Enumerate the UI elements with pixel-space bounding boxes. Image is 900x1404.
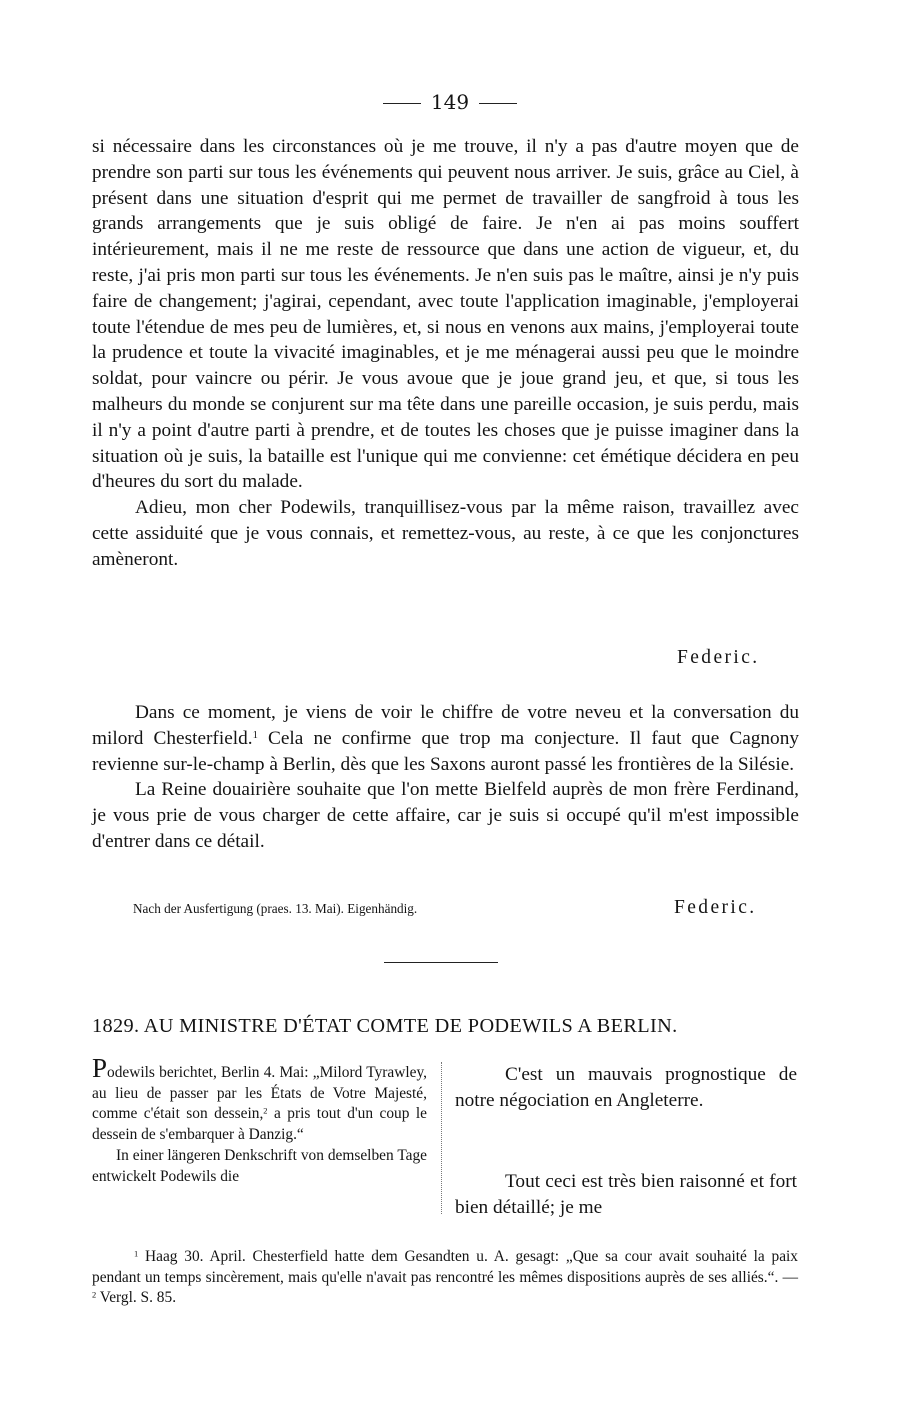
letter-body xyxy=(92,134,799,573)
postscript-paragraph: La Reine douairière souhaite que l'on mette Bielfeld auprès de mon frère Ferdinand, je vous prie de vous charger de cette affaire, car je suis si occupé qu'il m'est impossible d'entrer dans ce détail. xyxy=(92,779,799,852)
footnote-ref-2: 2 xyxy=(263,1105,268,1116)
letter-paragraph: Adieu, mon cher Podewils, tranquillisez-vous par la même raison, travaillez avec cette assiduité que je vous connais, et remettez-vous, au reste, à ce que les conjonctures amèneront. xyxy=(92,497,799,570)
letter-title: AU MINISTRE D'ÉTAT COMTE DE PODEWILS A BERLIN. xyxy=(143,1015,678,1037)
postscript-signature: Federic. xyxy=(674,897,757,918)
page-number-dash-right xyxy=(479,103,517,104)
letter-heading xyxy=(92,1013,802,1039)
dropcap: P xyxy=(92,1053,108,1083)
reply-paragraph-2 xyxy=(455,1169,797,1221)
page-number: 149 xyxy=(430,90,470,114)
postscript-paragraph xyxy=(92,700,799,777)
footnote xyxy=(92,1247,798,1309)
reply-paragraph-1 xyxy=(455,1062,797,1114)
footnote-text: Vergl. S. 85. xyxy=(96,1289,177,1307)
summary-paragraph: In einer längeren Denkschrift von demselben Tage entwickelt Podewils die xyxy=(92,1147,427,1185)
summary-text: odewils berichtet, Berlin 4. Mai: „Milord Tyrawley, au lieu de passer par les États de Votre Majesté, comme c'était son dessein, xyxy=(92,1064,427,1123)
reply-text: C'est un mauvais prognostique de notre négociation en Angleterre. xyxy=(455,1064,797,1111)
postscript-text: Cela ne confirme que trop ma conjecture. Il faut que Cagnony revienne sur-le-champ à Berlin, dès que les Saxons auront passé les frontières de la Silésie. xyxy=(92,727,799,775)
reply-text: Tout ceci est très bien raisonné et fort bien détaillé; je me xyxy=(455,1171,797,1218)
footnotes xyxy=(92,1247,798,1309)
footnote-mark-1: 1 xyxy=(134,1248,139,1259)
letter-paragraph: si nécessaire dans les circonstances où je me trouve, il n'y a pas d'autre moyen que de prendre son parti sur tous les événements qui peuvent nous arriver. Je suis, grâce au Ciel, à présent dans une situation d'esprit qui me permet de travailler de sangfroid à tous les grands arrangements que je suis obligé de faire. Je n'en ai pas moins souffert intérieurement, mais il ne me reste de ressource que dans une action de vigueur, et, du reste, j'ai pris mon parti sur tous les événements. Je n'en suis pas le maître, ainsi je n'y puis faire de changement; j'agirai, cependant, avec toute l'application imaginable, j'employerai toute l'étendue de mes peu de lumières, et, si nous en venons aux mains, j'employerai toute la prudence et toute la vivacité imaginables, et je me ménagerai aussi peu que le moindre soldat, pour vaincre ou périr. Je vous avoue que je joue grand jeu, et que, si tous les malheurs du monde se conjurent sur ma tête dans une pareille occasion, je suis perdu, mais il n'y a point d'autre parti à prendre, et de toutes les choses que je puisse imaginer dans la situation où je suis, la bataille est l'unique qui me convienne: cet émétique décidera en peu d'heures du sort du malade. xyxy=(92,136,799,493)
source-note: Nach der Ausfertigung (praes. 13. Mai). Eigenhändig. xyxy=(133,901,418,916)
page-number-dash-left xyxy=(383,103,421,104)
summary-paragraph xyxy=(92,1053,427,1145)
summary-text: a pris tout d'un coup le dessein de s'embarquer à Danzig.“ xyxy=(92,1105,427,1143)
postscript-text: Dans ce moment, je viens de voir le chiffre de votre neveu et la conversation du milord Chesterfield. xyxy=(92,702,799,749)
column-separator xyxy=(441,1062,442,1214)
section-divider xyxy=(384,962,498,963)
footnote-text: Haag 30. April. Chesterfield hatte dem Gesandten u. A. gesagt: „Que sa cour avait souhaité la paix pendant un temps sincèrement, mais qu'elle n'avait pas rencontré les mêmes dispositions auprès de ses alliés.“. — xyxy=(92,1248,798,1286)
footnote-ref-1: 1 xyxy=(252,729,258,741)
letter-number: 1829. xyxy=(92,1015,140,1037)
page-number-line xyxy=(0,90,900,114)
footnote-mark-2: 2 xyxy=(92,1289,97,1300)
summary-column xyxy=(92,1053,427,1188)
postscript-body xyxy=(92,700,799,855)
letter-signature: Federic. xyxy=(677,647,760,668)
